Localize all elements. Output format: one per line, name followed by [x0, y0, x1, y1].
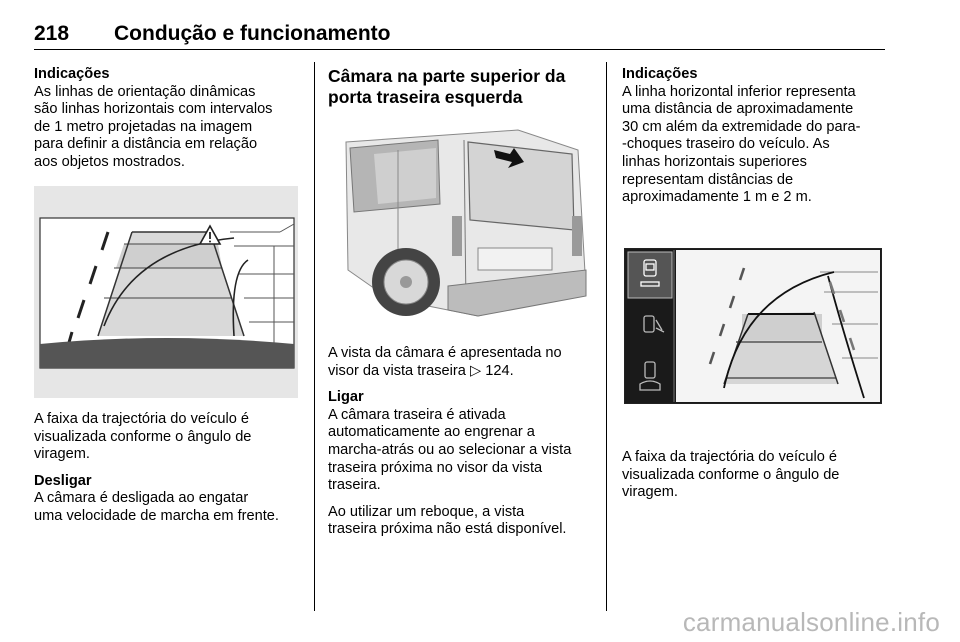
page-ref[interactable]: 124.: [485, 362, 514, 379]
paragraph: A linha horizontal inferior representa uma distância de aproximadamente 30 cm além da extremidade do para- -choques traseiro do veículo. As linhas horizontais superiores representam distâncias de aproximadamente 1 m e 2 m.: [622, 83, 861, 206]
heading-indicacoes: Indicações: [622, 66, 698, 82]
paragraph: A vista da câmara é apresentada no visor da vista traseira ▷ 124.: [328, 345, 562, 379]
page-ref-arrow-icon: ▷: [469, 362, 482, 379]
guide-lines-figure: [34, 186, 298, 398]
paragraph: A câmara traseira é ativada automaticamente ao engrenar a marcha-atrás ou ao selecionar a vista traseira próxima no visor da vista traseira.: [328, 406, 572, 494]
column-divider-1: [314, 62, 315, 611]
heading-indicacoes: Indicações: [34, 66, 110, 82]
paragraph: A faixa da trajectória do veículo é visualizada conforme o ângulo de viragem.: [34, 411, 252, 463]
chapter-title: Condução e funcionamento: [114, 22, 391, 45]
page-number: 218: [34, 22, 70, 45]
column-3: [622, 66, 892, 207]
column-2-lower: [328, 345, 600, 539]
column-divider-2: [606, 62, 607, 611]
column-1: [34, 66, 306, 172]
page-header: [34, 22, 885, 48]
paragraph: A faixa da trajectória do veículo é visualizada conforme o ângulo de viragem.: [622, 449, 840, 501]
paragraph: A câmara é desligada ao engatar uma velocidade de marcha em frente.: [34, 490, 279, 524]
header-rule: [34, 49, 885, 50]
heading-ligar: Ligar: [328, 389, 364, 406]
column-2: [328, 66, 600, 108]
section-title: Câmara na parte superior da porta traseira esquerda: [328, 66, 566, 107]
heading-desligar: Desligar: [34, 472, 92, 489]
watermark: carmanualsonline.info: [682, 607, 940, 637]
van-rear-figure: [328, 120, 590, 332]
paragraph: As linhas de orientação dinâmicas são linhas horizontais com intervalos de 1 metro projetadas na imagem para definir a distância em relação aos objetos mostrados.: [34, 83, 273, 170]
paragraph: Ao utilizar um reboque, a vista traseira próxima não está disponível.: [328, 503, 567, 538]
column-3-lower: [622, 449, 892, 502]
rear-view-display-figure: [624, 248, 882, 404]
column-1-lower: [34, 411, 306, 526]
